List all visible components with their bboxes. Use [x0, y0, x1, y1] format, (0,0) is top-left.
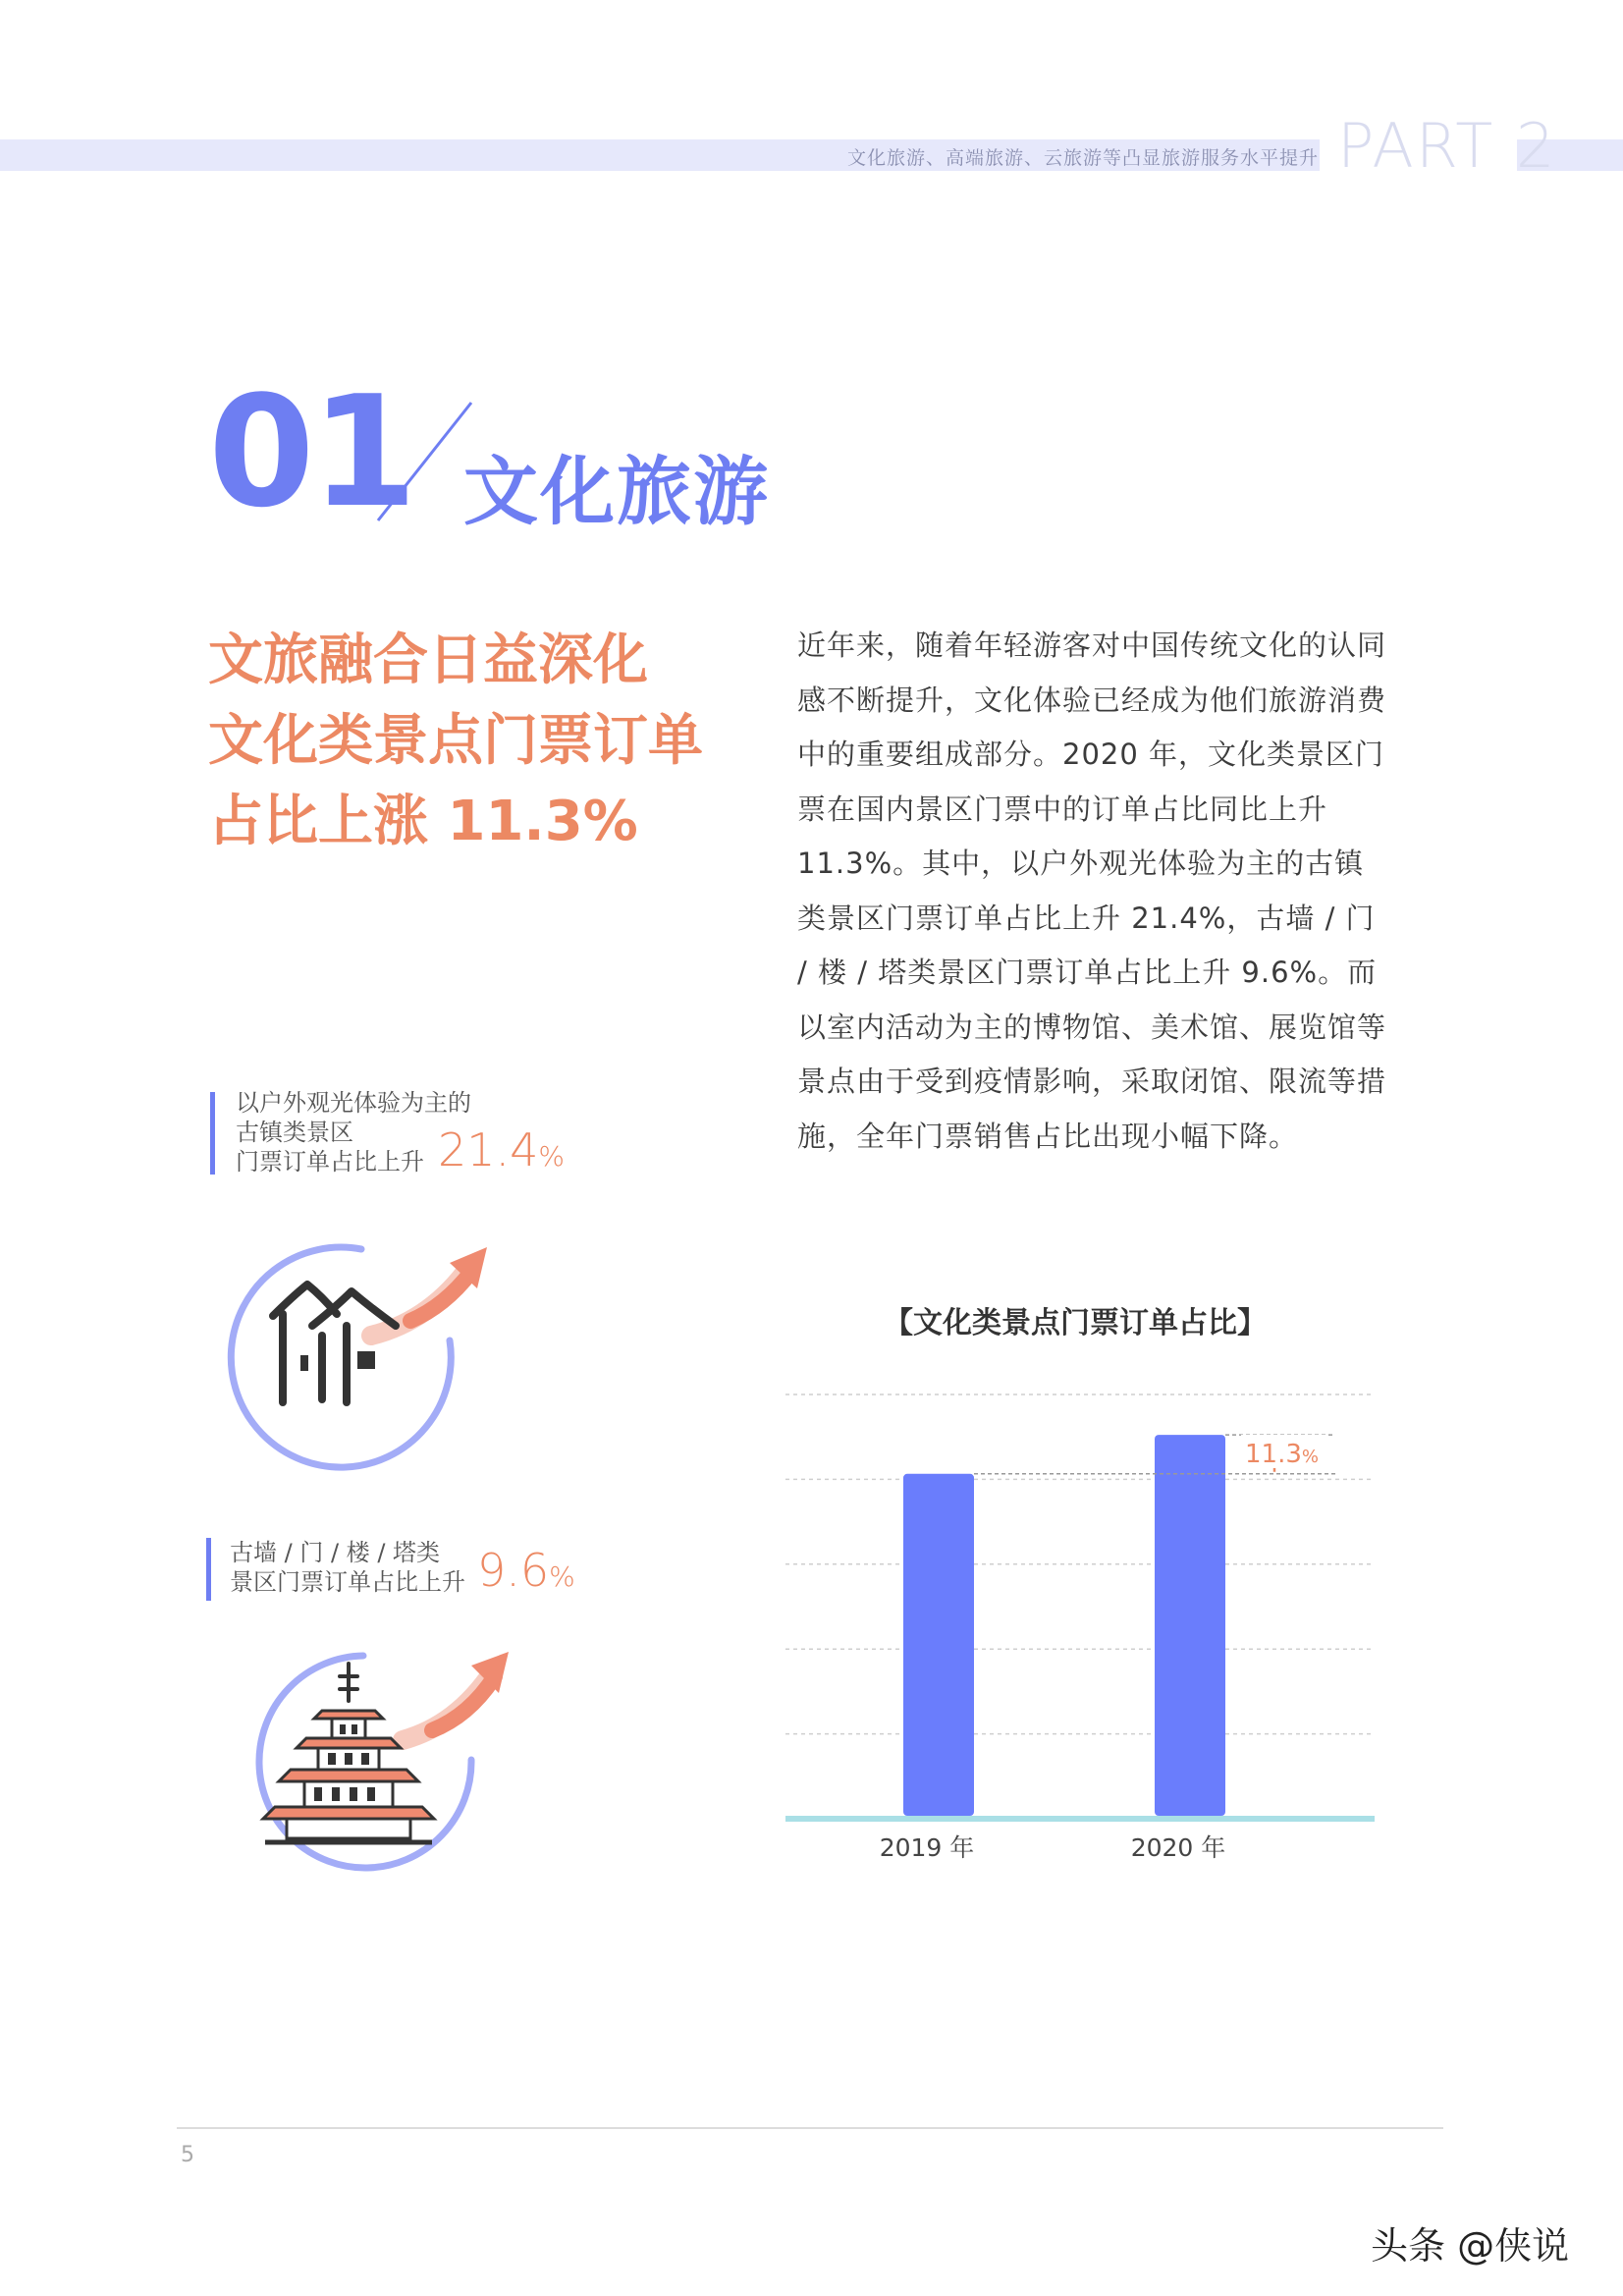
chart-x-label: 2019 年	[879, 1833, 975, 1862]
part-label: PART 2	[1337, 110, 1557, 182]
headline-line-1: 文旅融合日益深化	[208, 629, 648, 692]
section-number: 01	[208, 362, 414, 541]
section-title: 文化旅游	[463, 448, 770, 535]
stat-1-label-line-2: 古镇类景区	[236, 1119, 353, 1146]
stat-2-label-line-1: 古墙 / 门 / 楼 / 塔类	[230, 1539, 441, 1566]
chart-bars	[903, 1435, 1225, 1816]
stat-2-accent-bar	[206, 1538, 211, 1601]
chart-bar	[1155, 1435, 1225, 1816]
stat-1-value: 21.4%	[438, 1123, 566, 1176]
stat-2-label-line-2: 景区门票订单占比上升	[230, 1568, 465, 1596]
pagoda-icon	[236, 1642, 520, 1878]
chart-title: 【文化类景点门票订单占比】	[884, 1306, 1267, 1340]
chart-x-label: 2020 年	[1130, 1833, 1226, 1862]
stat-1-label-line-1: 以户外观光体验为主的	[236, 1089, 471, 1117]
footer-rule	[177, 2127, 1443, 2129]
header-subtitle: 文化旅游、高端旅游、云旅游等凸显旅游服务水平提升	[846, 147, 1319, 169]
ancient-town-icon	[224, 1228, 499, 1473]
headline	[208, 621, 758, 862]
page-number: 5	[181, 2143, 194, 2167]
watermark: 头条 @侠说	[1371, 2224, 1570, 2268]
bar-chart	[776, 1375, 1404, 1886]
stat-2-value: 9.6%	[477, 1544, 575, 1597]
body-paragraph: 近年来，随着年轻游客对中国传统文化的认同感不断提升，文化体验已经成为他们旅游消费中的重要组成部分。2020 年，文化类景区门票在国内景区门票中的订单占比同比上升 11.3%。其中，以户外观光体验为主的古镇类景区门票订单占比上升 21.4%，古墙 / 门 / 楼 / 塔类景区门票订单占比上升 9.6%。而以室内活动为主的博物馆、美术馆、展览馆等景点由于受到疫情影响，采取闭馆、限流等措施，全年门票销售占比出现小幅下降。	[797, 629, 1387, 1153]
stat-1-accent-bar	[210, 1092, 215, 1175]
chart-annotation-label: 11.3%	[1245, 1439, 1319, 1469]
headline-line-2: 文化类景点门票订单	[208, 709, 703, 773]
chart-x-labels	[880, 1833, 1226, 1862]
stat-1-label-line-3: 门票订单占比上升	[236, 1148, 424, 1175]
chart-bar	[903, 1474, 974, 1816]
headline-line-3: 占比上涨 11.3%	[208, 790, 638, 853]
